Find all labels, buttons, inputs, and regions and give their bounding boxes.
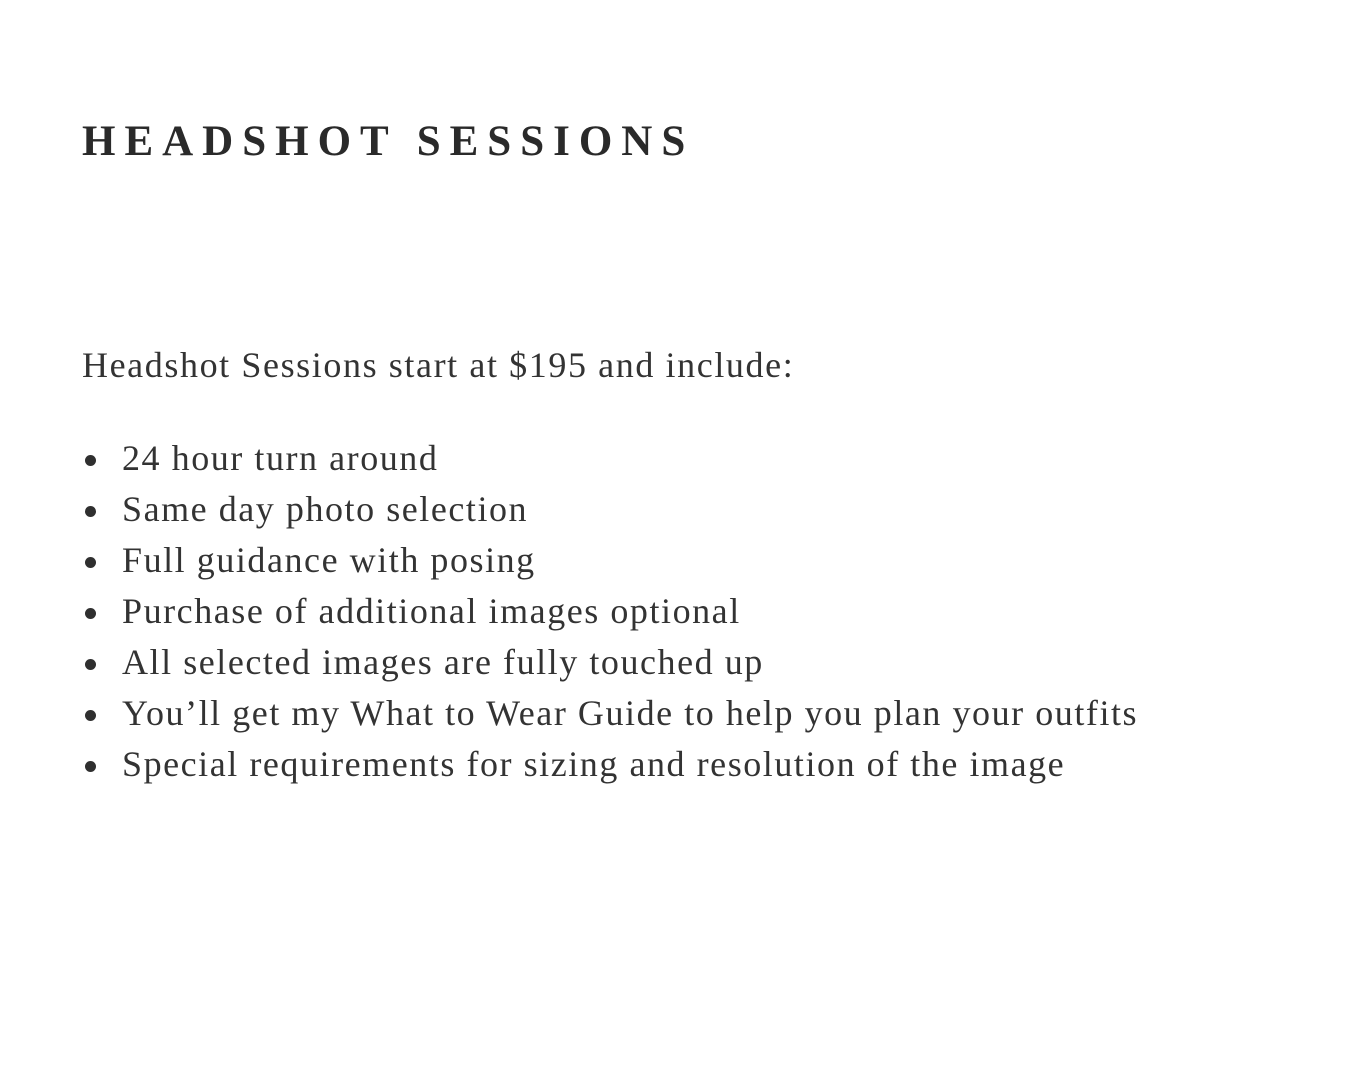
feature-item-touched-up xyxy=(82,637,1312,688)
pricing-intro: Headshot Sessions start at $195 and include: xyxy=(82,345,795,385)
feature-item-special-requirements xyxy=(82,739,1312,790)
feature-list xyxy=(82,433,1312,790)
feature-item-photo-selection xyxy=(82,484,1312,535)
feature-label: Special requirements for sizing and resolution of the image xyxy=(122,744,1066,784)
feature-label: Same day photo selection xyxy=(122,489,529,529)
feature-label: All selected images are fully touched up xyxy=(122,642,764,682)
bullet-icon xyxy=(85,710,96,721)
feature-item-turnaround xyxy=(82,433,1312,484)
bullet-icon xyxy=(85,557,96,568)
bullet-icon xyxy=(85,506,96,517)
feature-label: 24 hour turn around xyxy=(122,438,439,478)
bullet-icon xyxy=(85,608,96,619)
bullet-icon xyxy=(85,659,96,670)
bullet-icon xyxy=(85,455,96,466)
feature-label: Purchase of additional images optional xyxy=(122,591,741,631)
feature-item-wear-guide xyxy=(82,688,1312,739)
feature-item-additional-images xyxy=(82,586,1312,637)
bullet-icon xyxy=(85,761,96,772)
page-title: HEADSHOT SESSIONS xyxy=(82,118,695,165)
feature-label: You’ll get my What to Wear Guide to help you plan your outfits xyxy=(122,693,1139,733)
feature-label: Full guidance with posing xyxy=(122,540,536,580)
feature-item-posing-guidance xyxy=(82,535,1312,586)
